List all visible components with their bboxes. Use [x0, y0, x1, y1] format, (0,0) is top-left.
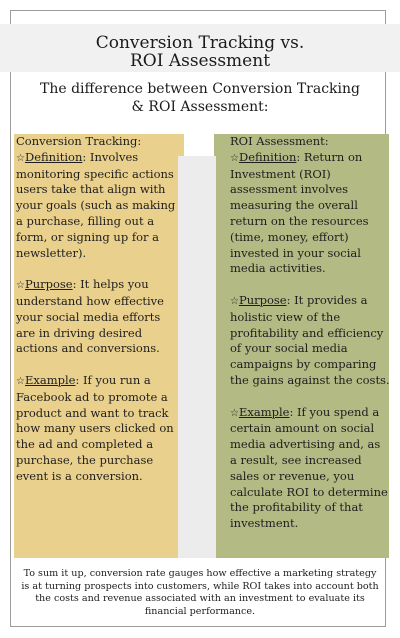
title-line-2: ROI Assessment [129, 51, 271, 71]
page-subtitle [40, 80, 360, 116]
star-icon: ☆ [16, 280, 25, 292]
subtitle-line-1: The difference between Conversion Tracking [40, 81, 360, 97]
conversion-example [16, 373, 180, 485]
example-label: Example [238, 404, 290, 419]
star-icon: ☆ [230, 152, 239, 164]
conversion-definition [16, 150, 180, 262]
roi-example [230, 405, 390, 532]
purpose-text: : It helps you understand how effective your social media efforts are in driving desired actions and conversions. [16, 277, 164, 356]
conversion-tracking-heading: Conversion Tracking: [16, 134, 142, 148]
example-label: Example [24, 372, 76, 387]
star-icon: ☆ [16, 375, 25, 387]
roi-definition [230, 150, 390, 277]
definition-text: : Involves monitoring specific actions users take that align with your goals (such as making a purchase, filling out a form, or signing up for a newsletter). [16, 149, 176, 260]
column-divider [178, 156, 216, 558]
example-text: : If you spend a certain amount on social media advertising and, as a result, see increased sales or revenue, you calculate ROI to determine the profitability of that investment. [230, 404, 388, 531]
purpose-label: Purpose [238, 292, 287, 307]
star-icon: ☆ [230, 407, 239, 419]
example-text: : If you run a Facebook ad to promote a product and want to track how many users clicked on the ad and completed a purchase, the purchase event is a conversion. [16, 372, 174, 483]
title-line-1: Conversion Tracking vs. [95, 33, 305, 53]
page-title [0, 34, 400, 70]
star-icon: ☆ [230, 295, 239, 307]
conversion-tracking-content [16, 134, 180, 500]
star-icon: ☆ [16, 152, 25, 164]
roi-assessment-heading: ROI Assessment: [230, 134, 329, 148]
summary-footer: To sum it up, conversion rate gauges how effective a marketing strategy is at turning prospects into customers, while ROI takes into account both the costs and revenue associated with an investment to evaluate its financial performance. [21, 568, 379, 617]
definition-label: Definition [24, 149, 83, 164]
purpose-label: Purpose [24, 277, 73, 292]
purpose-text: : It provides a holistic view of the profitability and efficiency of your social media campaigns by comparing the gains against the costs. [230, 292, 390, 387]
subtitle-line-2: & ROI Assessment: [131, 99, 269, 115]
roi-assessment-content [230, 134, 390, 548]
definition-text: : Return on Investment (ROI) assessment involves measuring the overall return on the resources (time, money, effort) invested in your social media activities. [230, 149, 369, 276]
roi-purpose [230, 293, 390, 389]
conversion-purpose [16, 277, 180, 357]
definition-label: Definition [238, 149, 297, 164]
